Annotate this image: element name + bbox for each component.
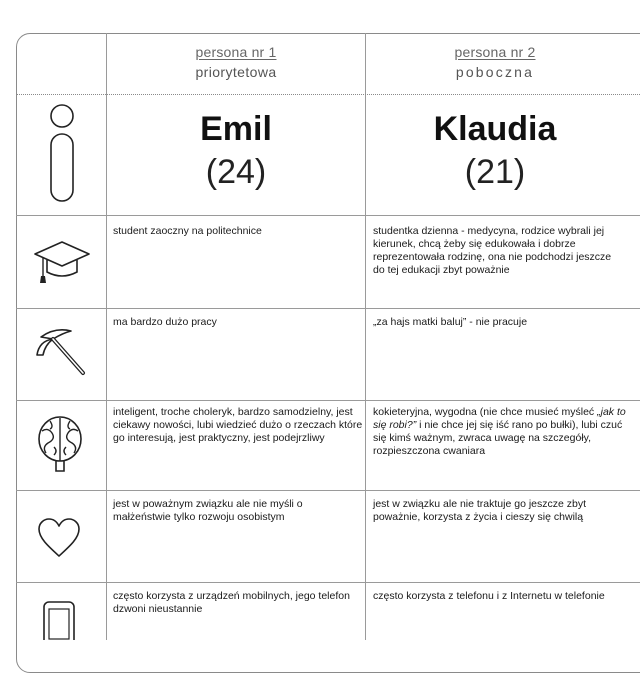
persona-2-role: poboczna	[455, 64, 535, 80]
persona-2-header	[366, 44, 624, 80]
persona-1-role: priorytetowa	[195, 64, 277, 80]
persona-1-relationship: jest w poważnym związku ale nie myśli o małżeństwie tylko rozwoju osobistym	[113, 498, 303, 523]
persona-1-name: Emil	[200, 110, 272, 148]
persona-2-personality-part-a: kokieteryjna, wygodna (nie chce musieć myśleć	[373, 406, 598, 418]
persona-2-education: studentka dzienna - medycyna, rodzice wybrali jej kierunek, chcą żeby się edukowała i dobrze reprezentowała rodzinę, ona nie podchodzi jeszcze do tej edukacji zbyt poważnie	[373, 225, 612, 276]
persona-1-header	[107, 44, 365, 80]
persona-1-work: ma bardzo dużo pracy	[113, 316, 217, 328]
persona-1-education: student zaoczny na politechnice	[113, 225, 262, 237]
smartphone-icon	[42, 600, 76, 640]
graduation-cap-icon	[33, 238, 91, 286]
header-divider	[16, 94, 640, 95]
persona-1-number: persona nr 1	[195, 44, 277, 60]
brain-icon	[36, 413, 84, 475]
person-icon	[44, 102, 80, 204]
persona-2-personality	[373, 406, 633, 458]
row-divider-5	[16, 582, 640, 583]
row-divider-2	[16, 308, 640, 309]
persona-2-personality-part-c: i nie chce jej się iść rano po bułki), lubi czuć się kimś ważnym, zwraca uwagę na szczegóły, rozpieszczona cwaniara	[373, 419, 623, 457]
persona-2-age: (21)	[464, 153, 526, 191]
persona-2-relationship: jest w związku ale nie traktuje go jeszcze zbyt poważnie, korzysta z życia i cieszy się chwilą	[373, 498, 587, 523]
persona-2-name: Klaudia	[433, 110, 557, 148]
persona-2-personality-quote: „jak to się robi?”	[373, 406, 626, 431]
persona-1-age: (24)	[205, 153, 267, 191]
heart-icon	[36, 516, 82, 560]
row-divider-3	[16, 400, 640, 401]
pickaxe-icon	[35, 325, 87, 377]
persona-2-devices: często korzysta z telefonu i z Internetu w telefonie	[373, 590, 605, 602]
persona-2-work: „za hajs matki baluj” - nie pracuje	[373, 316, 528, 328]
persona-1-devices: często korzysta z urządzeń mobilnych, jego telefon dzwoni nieustannie	[113, 590, 350, 615]
persona-2-number: persona nr 2	[454, 44, 536, 60]
persona-1-personality: inteligent, troche choleryk, bardzo samodzielny, jest ciekawy nowości, lubi wiedzieć dużo o rzeczach które go interesują, jest praktyczny, jest podejrzliwy	[113, 406, 363, 444]
row-divider-4	[16, 490, 640, 491]
row-divider-1	[16, 215, 640, 216]
